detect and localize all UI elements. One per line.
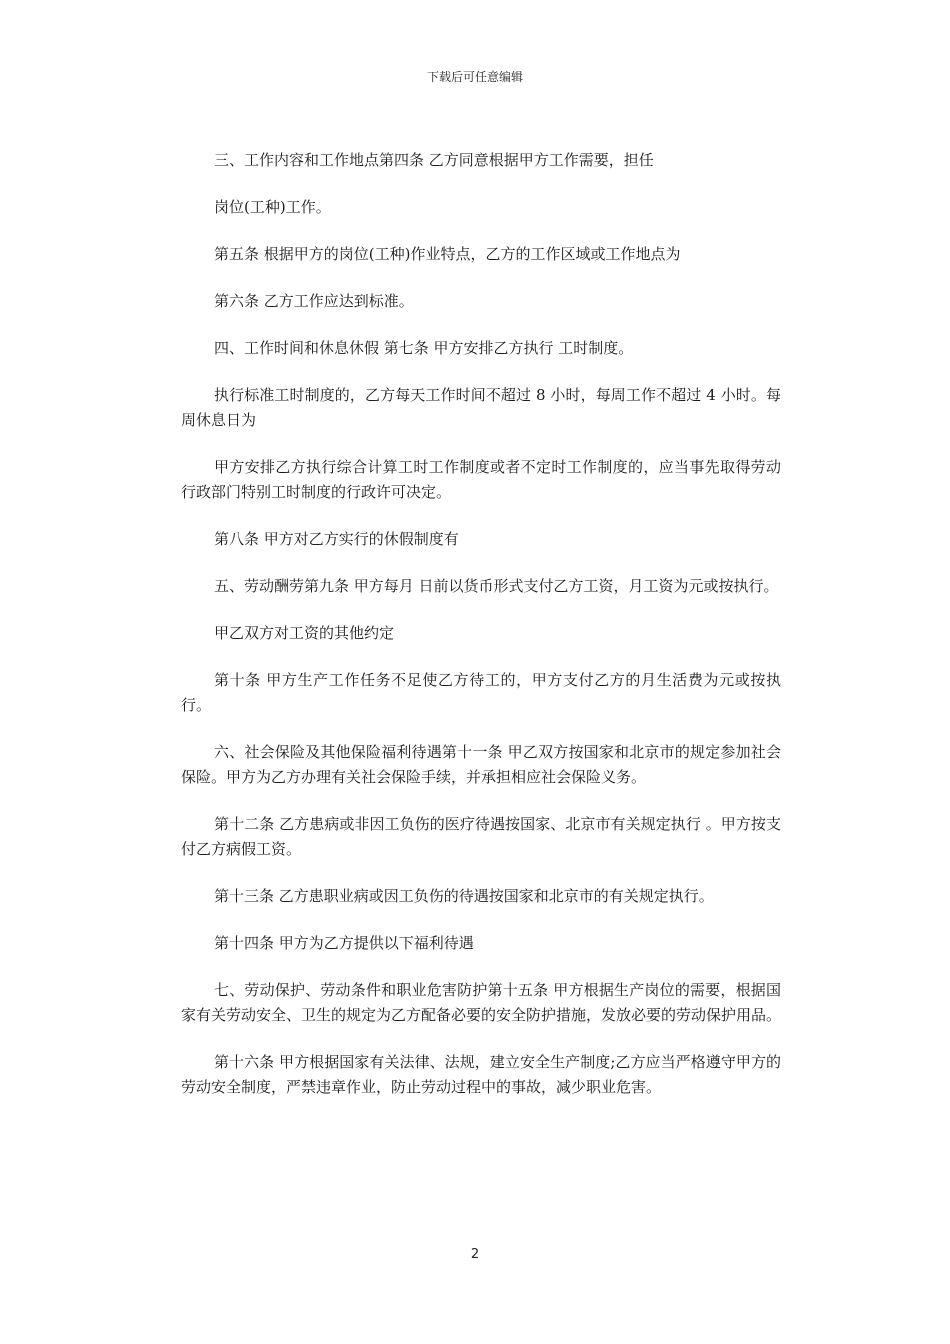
paragraph-13: 第十二条 乙方患病或非因工负伤的医疗待遇按国家、北京市有关规定执行 。甲方按支付乙方病假工资。 — [181, 815, 781, 858]
paragraph-3: 第五条 根据甲方的岗位(工种)作业特点，乙方的工作区域或工作地点为 — [214, 245, 681, 263]
paragraph-11: 第十条 甲方生产工作任务不足使乙方待工的，甲方支付乙方的月生活费为元或按执行。 — [181, 671, 781, 714]
page-header: 下载后可任意编辑 — [426, 70, 523, 84]
paragraph-14: 第十三条 乙方患职业病或因工负伤的待遇按国家和北京市的有关规定执行。 — [214, 887, 714, 905]
paragraph-10: 甲乙双方对工资的其他约定 — [214, 624, 395, 642]
paragraph-4: 第六条 乙方工作应达到标准。 — [214, 292, 414, 310]
paragraph-12: 六、社会保险及其他保险福利待遇第十一条 甲乙双方按国家和北京市的规定参加社会保险。甲方为乙方办理有关社会保险手续，并承担相应社会保险义务。 — [181, 743, 781, 786]
paragraph-8: 第八条 甲方对乙方实行的休假制度有 — [214, 530, 459, 548]
paragraph-16: 七、劳动保护、劳动条件和职业危害防护第十五条 甲方根据生产岗位的需要，根据国家有关劳动安全、卫生的规定为乙方配备必要的安全防护措施，发放必要的劳动保护用品。 — [181, 981, 782, 1024]
paragraph-9: 五、劳动酬劳第九条 甲方每月 日前以货币形式支付乙方工资，月工资为元或按执行。 — [214, 577, 779, 595]
page-number: 2 — [470, 1247, 480, 1262]
document-body — [181, 148, 781, 1122]
paragraph-6: 执行标准工时制度的，乙方每天工作时间不超过 8 小时，每周工作不超过 4 小时。每周休息日为 — [181, 386, 781, 429]
paragraph-15: 第十四条 甲方为乙方提供以下福利待遇 — [214, 934, 474, 952]
paragraph-2: 岗位(工种)工作。 — [214, 198, 331, 216]
paragraph-7: 甲方安排乙方执行综合计算工时工作制度或者不定时工作制度的，应当事先取得劳动行政部门特别工时制度的行政许可决定。 — [181, 458, 781, 501]
paragraph-1: 三、工作内容和工作地点第四条 乙方同意根据甲方工作需要，担任 — [214, 151, 654, 169]
paragraph-17: 第十六条 甲方根据国家有关法律、法规，建立安全生产制度;乙方应当严格遵守甲方的劳动安全制度，严禁违章作业，防止劳动过程中的事故，减少职业危害。 — [181, 1053, 781, 1096]
paragraph-5: 四、工作时间和休息休假 第七条 甲方安排乙方执行 工时制度。 — [214, 339, 634, 357]
